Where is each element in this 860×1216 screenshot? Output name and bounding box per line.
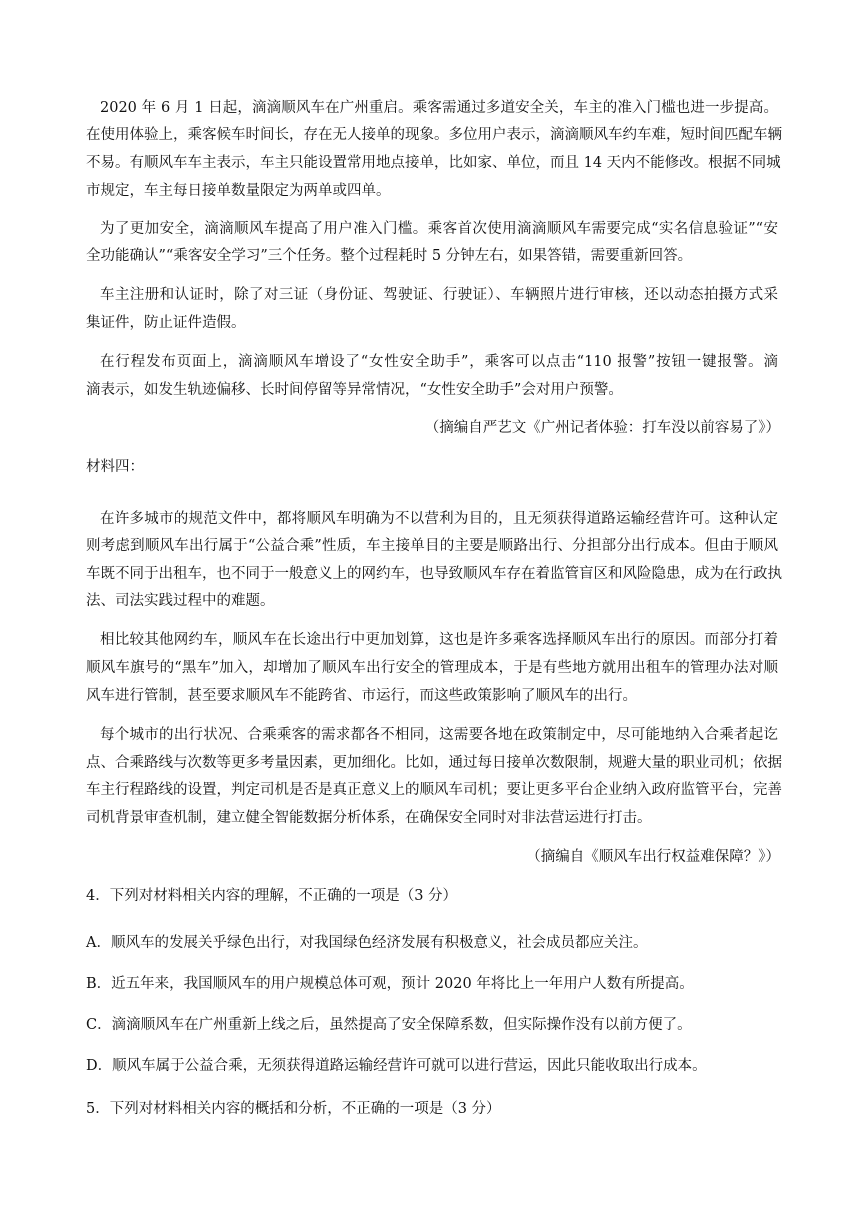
source-citation-1: （摘编自严艺文《广州记者体验：打车没以前容易了》） [424,420,780,436]
m4-paragraph-3-line-3: 车主行程路线的设置，判定司机是否是真正意义上的顺风车司机；要让更多平台企业纳入政府监管平台，完善 [86,782,782,798]
paragraph-4-line-1: 在行程发布页面上，滴滴顺风车增设了“女性安全助手”，乘客可以点击“110 报警”按钮一键报警。滴 [100,354,778,370]
paragraph-3-line-1: 车主注册和认证时，除了对三证（身份证、驾驶证、行驶证）、车辆照片进行审核，还以动态拍摄方式采 [100,287,778,303]
material-4-heading: 材料四： [86,459,144,475]
paragraph-1-line-1: 2020 年 6 月 1 日起，滴滴顺风车在广州重启。乘客需通过多道安全关，车主的准入门槛也进一步提高。 [100,100,778,116]
question-5-stem: 5．下列对材料相关内容的概括和分析，不正确的一项是（3 分） [86,1101,501,1117]
paragraph-2-line-1: 为了更加安全，滴滴顺风车提高了用户准入门槛。乘客首次使用滴滴顺风车需要完成“实名信息验证”“安 [100,221,778,237]
paragraph-4-line-2: 滴表示，如发生轨迹偏移、长时间停留等异常情况，“女性安全助手”会对用户预警。 [86,382,623,398]
source-citation-2: （摘编自《顺风车出行权益难保障？》） [526,849,780,865]
paragraph-1-line-2: 在使用体验上，乘客候车时间长，存在无人接单的现象。多位用户表示，滴滴顺风车约车难，短时间匹配车辆 [86,127,782,143]
question-4-option-c: C．滴滴顺风车在广州重新上线之后，虽然提高了安全保障系数，但实际操作没有以前方便了。 [86,1017,692,1033]
m4-paragraph-2-line-2: 顺风车旗号的“黑车”加入，却增加了顺风车出行安全的管理成本，于是有些地方就用出租车的管理办法对顺 [86,660,778,676]
m4-paragraph-2-line-1: 相比较其他网约车，顺风车在长途出行中更加划算，这也是许多乘客选择顺风车出行的原因。而部分打着 [100,632,778,648]
question-4-option-d: D．顺风车属于公益合乘，无须获得道路运输经营许可就可以进行营运，因此只能收取出行成本。 [86,1058,707,1074]
question-4-option-b: B．近五年来，我国顺风车的用户规模总体可观，预计 2020 年将比上一年用户人数有所提高。 [86,976,694,992]
paragraph-1-line-4: 市规定，车主每日接单数量限定为两单或四单。 [86,183,391,199]
paragraph-1-line-3: 不易。有顺风车车主表示，车主只能设置常用地点接单，比如家、单位，而且 14 天内不能修改。根据不同城 [86,155,781,171]
question-4-option-a: A．顺风车的发展关乎绿色出行，对我国绿色经济发展有积极意义，社会成员都应关注。 [86,935,648,951]
m4-paragraph-2-line-3: 风车进行管制，甚至要求顺风车不能跨省、市运行，而这些政策影响了顺风车的出行。 [86,688,637,704]
m4-paragraph-1-line-3: 车既不同于出租车，也不同于一般意义上的网约车，也导致顺风车存在着监管盲区和风险隐患，成为在行政执 [86,566,782,582]
m4-paragraph-1-line-1: 在许多城市的规范文件中，都将顺风车明确为不以营利为目的，且无须获得道路运输经营许可。这种认定 [100,511,778,527]
m4-paragraph-1-line-4: 法、司法实践过程中的难题。 [86,593,275,609]
paragraph-3-line-2: 集证件，防止证件造假。 [86,315,246,331]
m4-paragraph-3-line-4: 司机背景审查机制，建立健全智能数据分析体系，在确保安全同时对非法营运进行打击。 [86,810,652,826]
paragraph-2-line-2: 全功能确认”“乘客安全学习”三个任务。整个过程耗时 5 分钟左右，如果答错，需要重新回答。 [86,248,693,264]
m4-paragraph-1-line-2: 则考虑到顺风车出行属于“公益合乘”性质，车主接单目的主要是顺路出行、分担部分出行成本。但由于顺风 [86,538,778,554]
question-4-stem: 4．下列对材料相关内容的理解，不正确的一项是（3 分） [86,888,458,904]
m4-paragraph-3-line-1: 每个城市的出行状况、合乘乘客的需求都各不相同，这需要各地在政策制定中，尽可能地纳入合乘者起讫 [100,727,778,743]
m4-paragraph-3-line-2: 点、合乘路线与次数等更多考量因素，更加细化。比如，通过每日接单次数限制，规避大量的职业司机；依据 [86,755,782,771]
